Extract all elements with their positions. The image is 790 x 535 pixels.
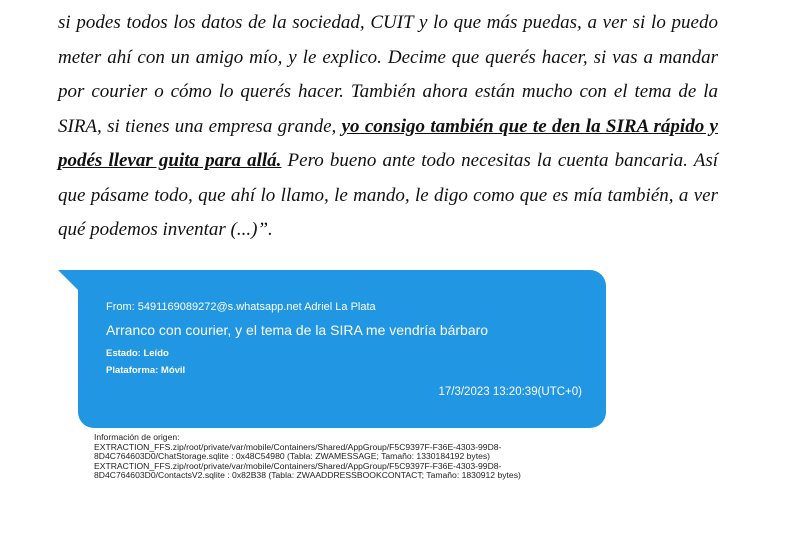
message-timestamp: 17/3/2023 13:20:39(UTC+0)	[438, 386, 582, 398]
paragraph-text-end: Pero bueno ante todo necesitas la cuenta bancaria. Así que pásame todo, que ahí lo llamo, le mando, le digo como que es mía también, a ver qué podemos inventar (...)”.	[58, 150, 718, 240]
origin-info	[94, 433, 614, 481]
message-platform: Plataforma: Móvil	[106, 365, 186, 376]
paragraph-emphasis: yo consigo también que te den la SIRA rápido y podés llevar guita para allá.	[58, 115, 718, 171]
origin-line: 8D4C764603D0/ChatStorage.sqlite : 0x48C54980 (Tabla: ZWAMESSAGE; Tamaño: 1330184192 bytes)	[94, 451, 491, 462]
origin-heading: Información de origen:	[94, 432, 180, 442]
origin-line: EXTRACTION_FFS.zip/root/private/var/mobile/Containers/Shared/AppGroup/F5C9397F-F36E-4303-99D8-	[94, 460, 502, 471]
message-status: Estado: Leído	[106, 348, 169, 359]
message-sender: From: 5491169089272@s.whatsapp.net Adriel La Plata	[106, 301, 376, 313]
message-bubble	[78, 270, 606, 428]
message-bubble-container	[58, 270, 606, 428]
origin-line: 8D4C764603D0/ContactsV2.sqlite : 0x82B38 (Tabla: ZWAADDRESSBOOKCONTACT; Tamaño: 1830912 bytes)	[94, 470, 521, 481]
message-text: Arranco con courier, y el tema de la SIRA me vendría bárbaro	[106, 322, 489, 338]
paragraph-text-start: si podes todos los datos de la sociedad, CUIT y lo que más puedas, a ver si lo puedo meter ahí con un amigo mío, y le explico. Decime que querés hacer, si vas a mandar por courier o cómo lo querés hacer. También ahora están mucho con el tema de la SIRA, si tienes una empresa grande,	[58, 12, 718, 137]
origin-line: EXTRACTION_FFS.zip/root/private/var/mobile/Containers/Shared/AppGroup/F5C9397F-F36E-4303-99D8-	[94, 441, 502, 452]
document-paragraph	[58, 6, 718, 248]
